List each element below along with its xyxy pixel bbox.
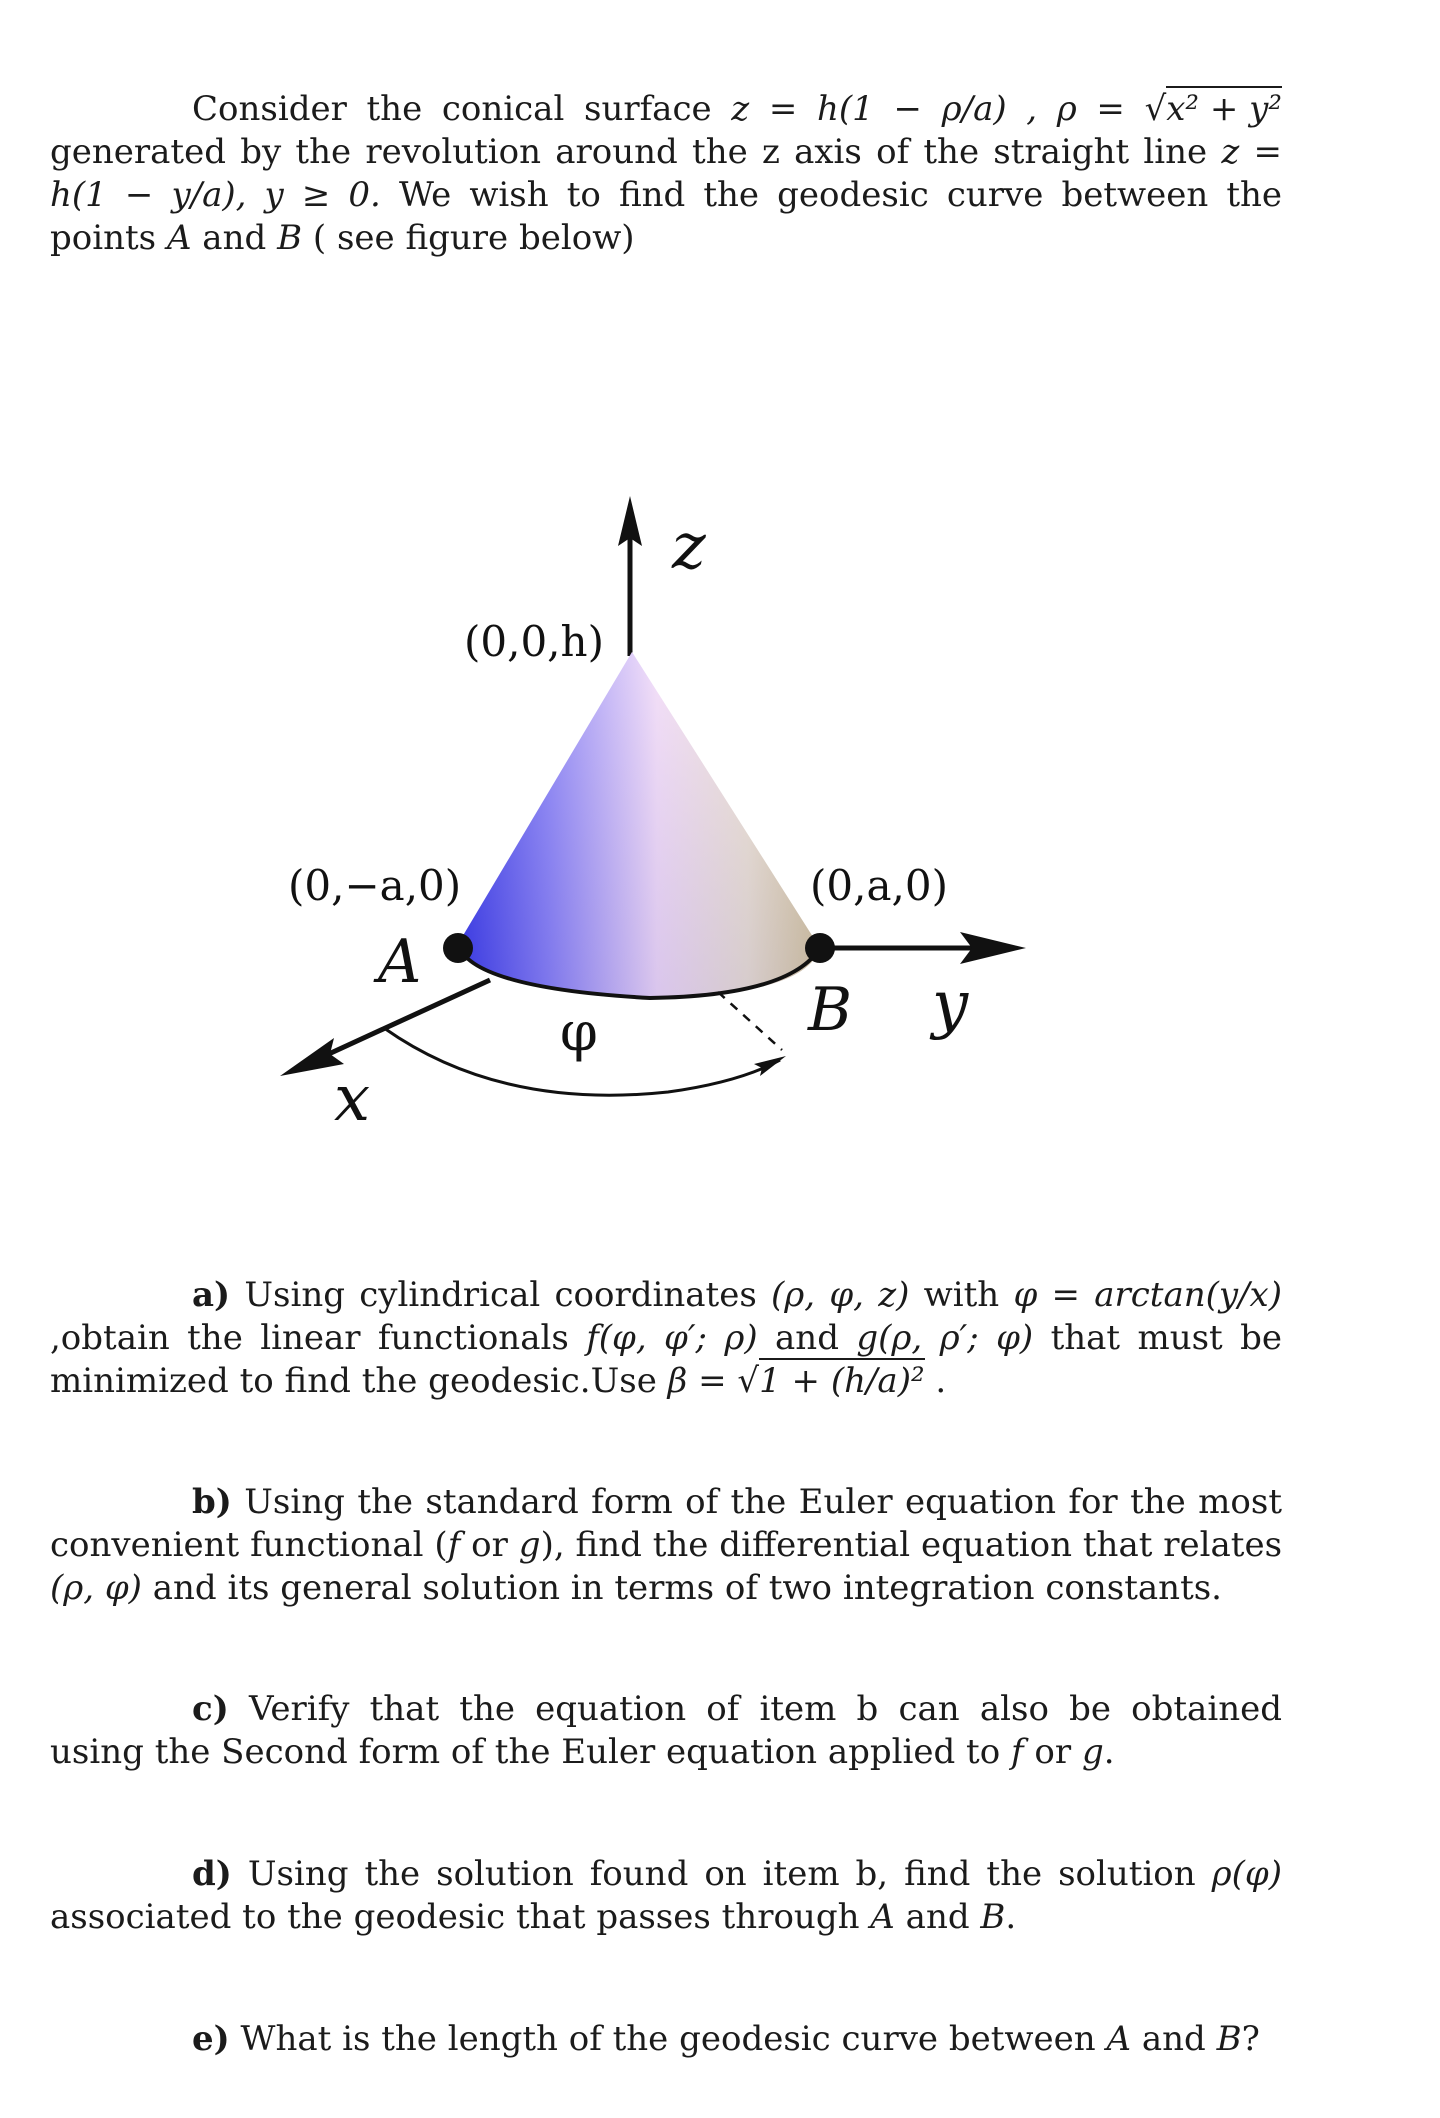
item-b-text-2: or <box>460 1525 519 1565</box>
item-e-text-1: What is the length of the geodesic curve between <box>229 2019 1107 2059</box>
point-a-label: A <box>378 927 422 997</box>
item-e <box>50 2018 1282 2061</box>
intro-text-4: ( see figure below) <box>302 218 635 258</box>
item-a-phi-def: φ = arctan(y/x) <box>1013 1275 1282 1315</box>
item-c-label: c) <box>192 1689 229 1729</box>
point-a-dot <box>443 933 473 963</box>
sqrt-radicand: x² + y² <box>1166 86 1282 129</box>
point-b-label: B <box>808 975 853 1045</box>
item-c-text-2: or <box>1023 1732 1082 1772</box>
item-b <box>50 1481 1282 1610</box>
item-b-text-1: Using the standard form of the Euler equation for the most convenient functional ( <box>50 1482 1282 1565</box>
item-d-rho-of-phi: ρ(φ) <box>1211 1854 1282 1894</box>
cone-shading <box>458 652 820 998</box>
item-a-functional-g: g(ρ, ρ′; φ) <box>856 1318 1034 1358</box>
item-c-text-3: . <box>1103 1732 1115 1772</box>
intro-text-3: We wish to find the geodesic curve between the points <box>50 175 1283 258</box>
intro-text-1: Consider the conical surface <box>192 89 732 129</box>
sqrt-expression: √x² + y² <box>1145 88 1282 131</box>
item-a-text-2: with <box>909 1275 1014 1315</box>
dashed-radius <box>718 992 782 1050</box>
x-axis-label: x <box>334 1062 371 1136</box>
cone-figure <box>0 460 1440 1180</box>
item-a-sqrt-radicand: 1 + (h/a)² <box>759 1358 925 1401</box>
item-d-label: d) <box>192 1854 232 1894</box>
item-e-text-2: and <box>1131 2019 1217 2059</box>
item-d-text-3: and <box>894 1897 981 1937</box>
item-d-b: B <box>980 1897 1006 1937</box>
item-c <box>50 1688 1282 1774</box>
point-b-dot <box>805 933 835 963</box>
phi-arc-arrowhead <box>754 1056 786 1076</box>
item-e-label: e) <box>192 2019 230 2059</box>
item-d <box>50 1853 1282 1939</box>
item-d-text-4: . <box>1005 1897 1017 1937</box>
item-c-g: g <box>1081 1732 1104 1772</box>
item-b-text-4: and its general solution in terms of two integration constants. <box>141 1568 1222 1608</box>
right-point-label: (0,a,0) <box>810 861 948 910</box>
y-axis-label: y <box>932 968 969 1042</box>
item-a-label: a) <box>192 1275 231 1315</box>
apex-label: (0,0,h) <box>464 617 604 666</box>
item-e-a: A <box>1106 2019 1132 2059</box>
phi-angle-label: φ <box>560 1000 598 1063</box>
item-d-text-1: Using the solution found on item b, find the solution <box>231 1854 1212 1894</box>
intro-text-2: generated by the revolution around the z axis of the straight line <box>50 132 1222 172</box>
item-a-text-5: that must be minimized to find the geodesic.Use <box>50 1318 1282 1401</box>
item-a-functional-f: f(φ, φ′; ρ) <box>586 1318 758 1358</box>
item-b-text-3: ), find the differential equation that relates <box>540 1525 1283 1565</box>
z-axis-label: z <box>672 510 706 584</box>
intro-and: and <box>191 218 278 258</box>
item-d-text-2: associated to the geodesic that passes through <box>50 1897 871 1937</box>
item-b-label: b) <box>192 1482 232 1522</box>
item-a-text-3: ,obtain the linear functionals <box>50 1318 587 1358</box>
item-a-beta: β = <box>667 1361 738 1401</box>
item-a-text-1: Using cylindrical coordinates <box>230 1275 772 1315</box>
item-a <box>50 1274 1282 1403</box>
item-b-g: g <box>518 1525 541 1565</box>
item-a-coords: (ρ, φ, z) <box>771 1275 910 1315</box>
item-b-rho-phi: (ρ, φ) <box>50 1568 142 1608</box>
item-a-text-6: . <box>924 1361 947 1401</box>
item-a-text-4: and <box>757 1318 857 1358</box>
cone-surface-equation: z = h(1 − ρ/a) , ρ = <box>731 89 1145 129</box>
item-b-f: f <box>447 1525 461 1565</box>
item-c-f: f <box>1011 1732 1024 1772</box>
generating-line-equation: z = h(1 − y/a), y ≥ 0. <box>50 132 1282 215</box>
left-point-label: (0,−a,0) <box>288 861 462 910</box>
item-e-text-3: ? <box>1241 2019 1260 2059</box>
item-a-sqrt: √1 + (h/a)² <box>737 1360 924 1403</box>
item-e-b: B <box>1216 2019 1242 2059</box>
item-d-a: A <box>870 1897 895 1937</box>
intro-paragraph <box>50 88 1282 260</box>
point-a-ref: A <box>166 218 192 258</box>
item-c-text-1: Verify that the equation of item b can also be obtained using the Second form of the Euler equation applied to <box>50 1689 1282 1772</box>
point-b-ref: B <box>277 218 303 258</box>
